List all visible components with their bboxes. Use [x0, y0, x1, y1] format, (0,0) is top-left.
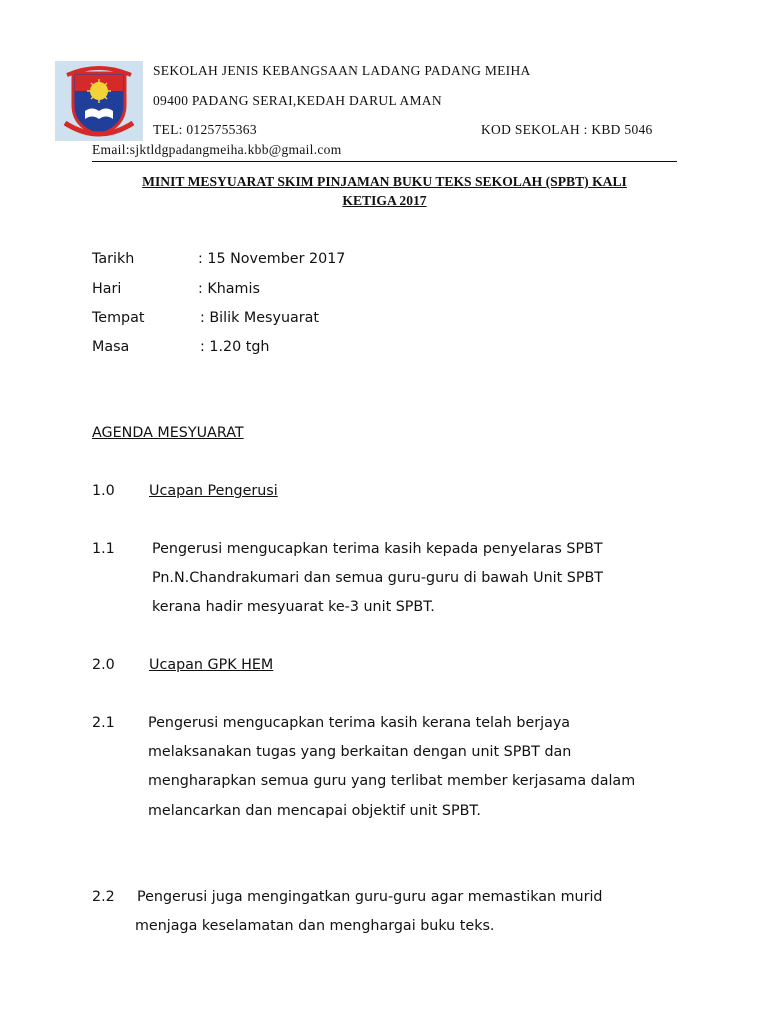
section-2-2-number: 2.2 — [92, 889, 115, 905]
school-code: KOD SEKOLAH : KBD 5046 — [481, 122, 653, 137]
section-1-title: Ucapan Pengerusi — [149, 483, 278, 499]
detail-value-time: : 1.20 tgh — [200, 339, 270, 355]
detail-label-date: Tarikh — [92, 251, 135, 267]
section-2-2-line: menjaga keselamatan dan menghargai buku teks. — [135, 918, 495, 934]
detail-label-venue: Tempat — [92, 310, 145, 326]
section-2-1-line: melancarkan dan mencapai objektif unit SPBT. — [148, 803, 481, 819]
school-address: 09400 PADANG SERAI,KEDAH DARUL AMAN — [153, 93, 442, 108]
detail-label-day: Hari — [92, 281, 122, 297]
section-2-number: 2.0 — [92, 657, 115, 673]
school-email: Email:sjktldgpadangmeiha.kbb@gmail.com — [92, 142, 342, 157]
section-2-title: Ucapan GPK HEM — [149, 657, 274, 673]
agenda-heading: AGENDA MESYUARAT — [92, 425, 244, 441]
section-2-1-line: mengharapkan semua guru yang terlibat member kerjasama dalam — [148, 773, 636, 789]
detail-value-day: : Khamis — [198, 281, 260, 297]
school-crest-icon — [55, 61, 143, 141]
section-1-1-number: 1.1 — [92, 541, 115, 557]
section-2-2-line: Pengerusi juga mengingatkan guru-guru agar memastikan murid — [137, 889, 603, 905]
detail-value-venue: : Bilik Mesyuarat — [200, 310, 320, 326]
document-title-line1: MINIT MESYUARAT SKIM PINJAMAN BUKU TEKS SEKOLAH (SPBT) KALI — [142, 174, 627, 189]
section-1-1-line: Pengerusi mengucapkan terima kasih kepada penyelaras SPBT — [152, 541, 603, 557]
section-2-1-number: 2.1 — [92, 715, 115, 731]
detail-value-date: : 15 November 2017 — [198, 251, 346, 267]
section-1-1-line: Pn.N.Chandrakumari dan semua guru-guru di bawah Unit SPBT — [152, 570, 603, 586]
section-2-1-line: melaksanakan tugas yang berkaitan dengan unit SPBT dan — [148, 744, 572, 760]
section-2-1-line: Pengerusi mengucapkan terima kasih kerana telah berjaya — [148, 715, 571, 731]
detail-label-time: Masa — [92, 339, 130, 355]
school-tel: TEL: 0125755363 — [153, 122, 257, 137]
section-1-number: 1.0 — [92, 483, 115, 499]
section-1-1-line: kerana hadir mesyuarat ke-3 unit SPBT. — [152, 599, 435, 615]
document-title-line2: KETIGA 2017 — [342, 193, 427, 208]
school-logo — [55, 61, 143, 141]
school-name: SEKOLAH JENIS KEBANGSAAN LADANG PADANG MEIHA — [153, 63, 531, 78]
letterhead-divider — [92, 161, 677, 162]
